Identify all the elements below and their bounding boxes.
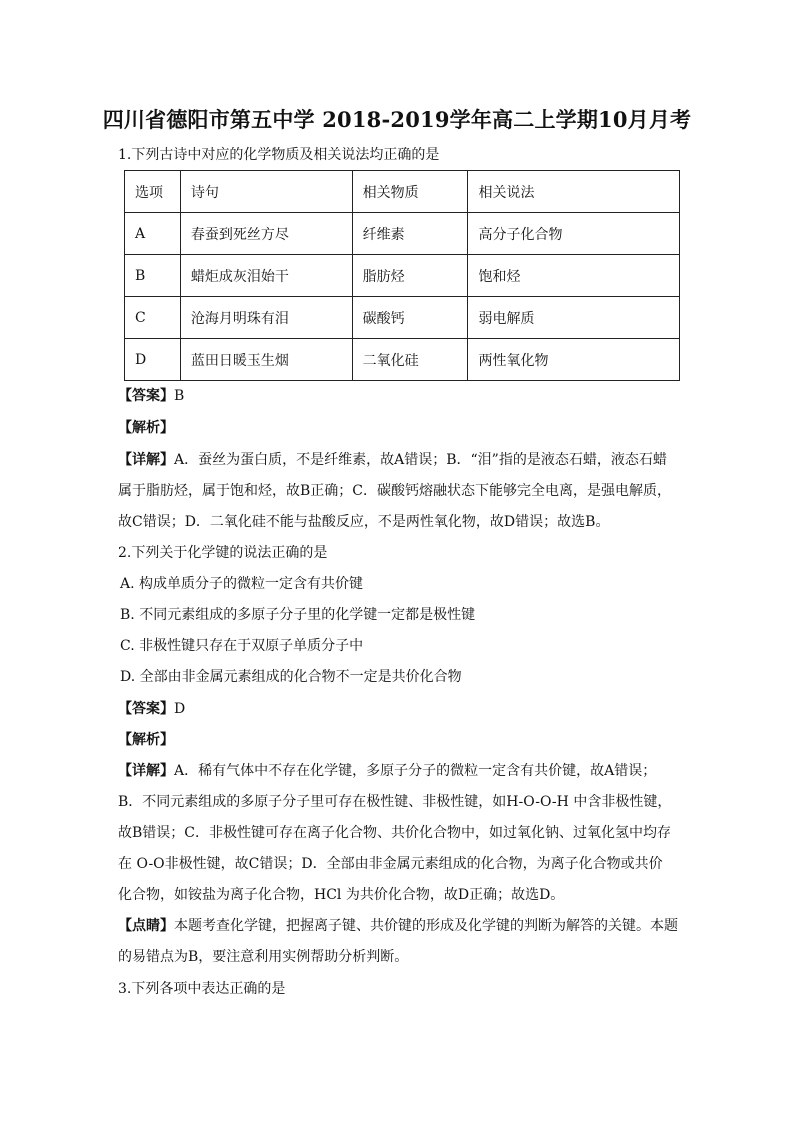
detail-tag: 【详解】 <box>118 763 174 779</box>
question-1-detail-line: 属于脂肪烃，属于饱和烃，故B正确；C．碳酸钙熔融状态下能够完全电离，是强电解质， <box>118 483 671 499</box>
detail-tag: 【详解】 <box>118 452 174 468</box>
question-2-detail-line: 【详解】A．稀有气体中不存在化学键，多原子分子的微粒一定含有共价键，故A错误； <box>118 763 657 779</box>
table-cell: A <box>125 213 181 255</box>
answer-tag: 【答案】 <box>118 701 174 717</box>
table-row <box>125 213 680 255</box>
table-cell: 蜡炬成灰泪始干 <box>180 255 352 297</box>
question-2-option-c: C. 非极性键只存在于双原子单质分子中 <box>120 638 364 654</box>
answer-tag: 【答案】 <box>118 388 174 404</box>
question-2-analysis-tag: 【解析】 <box>118 732 174 748</box>
question-1-detail-line: 故C错误；D．二氧化硅不能与盐酸反应，不是两性氧化物，故D错误；故选B。 <box>118 514 610 530</box>
table-cell: 饱和烃 <box>468 255 680 297</box>
point-tag: 【点睛】 <box>118 918 174 934</box>
table-cell: 高分子化合物 <box>468 213 680 255</box>
table-cell: 纤维素 <box>352 213 468 255</box>
question-2-detail-line: B．不同元素组成的多原子分子里可存在极性键、非极性键，如H-O-O-H 中含非极性键， <box>118 794 672 810</box>
table-header-cell: 相关说法 <box>468 171 680 213</box>
question-3-stem: 3.下列各项中表达正确的是 <box>118 981 286 997</box>
table-cell: 碳酸钙 <box>352 297 468 339</box>
page-title: 四川省德阳市第五中学 2018-2019学年高二上学期10月月考 <box>102 107 692 132</box>
table-cell: 蓝田日暖玉生烟 <box>180 339 352 381</box>
question-1-analysis-tag: 【解析】 <box>118 420 174 436</box>
answer-value: B <box>174 388 185 404</box>
table-row <box>125 255 680 297</box>
table-header-row <box>125 171 680 213</box>
table-cell: D <box>125 339 181 381</box>
table-cell: C <box>125 297 181 339</box>
answer-value: D <box>174 701 186 717</box>
question-2-option-b: B. 不同元素组成的多原子分子里的化学键一定都是极性键 <box>120 607 476 623</box>
question-2-detail-line: 故B错误；C．非极性键可存在离子化合物、共价化合物中，如过氧化钠、过氧化氢中均存 <box>118 825 671 841</box>
question-1-answer <box>118 387 678 405</box>
question-2-option-d: D. 全部由非金属元素组成的化合物不一定是共价化合物 <box>120 669 462 685</box>
table-cell: 沧海月明珠有泪 <box>180 297 352 339</box>
question-2-detail-line: 在 O-O非极性键，故C错误；D．全部由非金属元素组成的化合物，为离子化合物或共价 <box>118 856 663 872</box>
question-2-option-a: A. 构成单质分子的微粒一定含有共价键 <box>120 576 364 592</box>
table-cell: 弱电解质 <box>468 297 680 339</box>
question-2-answer <box>118 700 678 718</box>
table-cell: 二氧化硅 <box>352 339 468 381</box>
table-row <box>125 339 680 381</box>
table-cell: 两性氧化物 <box>468 339 680 381</box>
table-cell: 脂肪烃 <box>352 255 468 297</box>
question-2-point-line: 【点睛】本题考查化学键，把握离子键、共价键的形成及化学键的判断为解答的关键。本题 <box>118 918 678 934</box>
table-header-cell: 诗句 <box>180 171 352 213</box>
question-1-detail-line: 【详解】A．蚕丝为蛋白质，不是纤维素，故A错误；B．“泪”指的是液态石蜡，液态石蜡 <box>118 452 667 468</box>
table-row <box>125 297 680 339</box>
question-1-table <box>124 170 680 381</box>
table-cell: B <box>125 255 181 297</box>
question-1-stem: 1.下列古诗中对应的化学物质及相关说法均正确的是 <box>118 147 440 163</box>
table-header-cell: 相关物质 <box>352 171 468 213</box>
question-2-point-line: 的易错点为B，要注意利用实例帮助分析判断。 <box>118 949 409 965</box>
question-2-stem: 2.下列关于化学键的说法正确的是 <box>118 545 328 561</box>
table-header-cell: 选项 <box>125 171 181 213</box>
question-2-detail-line: 化合物，如铵盐为离子化合物，HCl 为共价化合物，故D正确；故选D。 <box>118 887 565 903</box>
table-cell: 春蚕到死丝方尽 <box>180 213 352 255</box>
